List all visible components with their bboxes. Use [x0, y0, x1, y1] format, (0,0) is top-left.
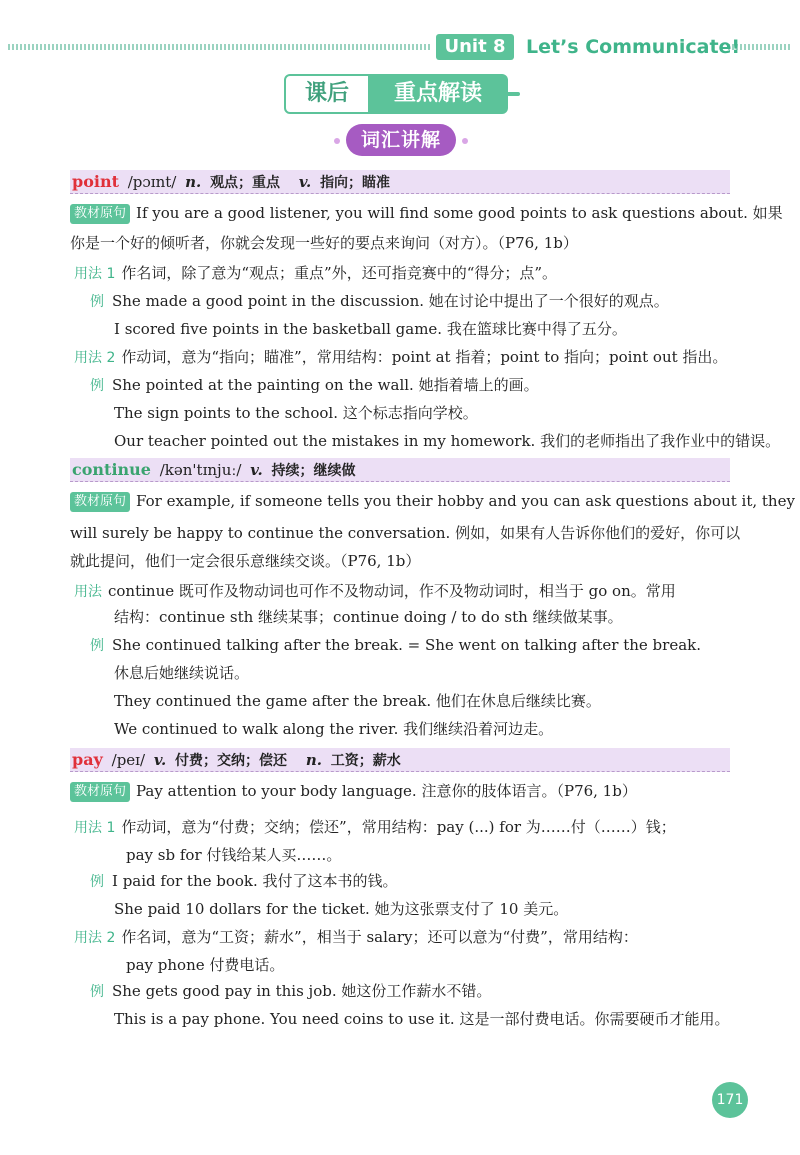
text-line: 教材原句 For example, if someone tells you their hobby and you can ask questions about it, they	[70, 490, 795, 512]
example-line: 例 I paid for the book. 我付了这本书的钱。	[90, 872, 398, 890]
example-line: 例 She continued talking after the break. = She went on talking after the break.	[90, 636, 701, 654]
usage-label: 用法 2	[74, 930, 116, 946]
meaning: 付费；交纳；偿还	[175, 753, 288, 769]
source-tag: 教材原句	[70, 782, 130, 802]
usage-label: 用法	[74, 584, 102, 600]
usage-line: 用法 2 作名词，意为“工资；薪水”，相当于 salary；还可以意为“付费”，常用结构：	[74, 928, 638, 946]
text-line: 结构：continue sth 继续某事；continue doing / to do sth 继续做某事。	[114, 608, 623, 626]
part-of-speech: v.	[298, 173, 312, 191]
example-line: The sign points to the school. 这个标志指向学校。	[114, 404, 478, 422]
example-label: 例	[90, 984, 104, 1000]
dot-icon	[334, 138, 340, 144]
text-line: pay phone 付费电话。	[126, 956, 285, 974]
vocab-badge: 词汇讲解	[346, 124, 456, 156]
unit-title: Let’s Communicate!	[526, 36, 741, 58]
example-label: 例	[90, 294, 104, 310]
usage-line: 用法 1 作名词，除了意为“观点；重点”外，还可指竞赛中的“得分；点”。	[74, 264, 558, 282]
text-line: 教材原句 Pay attention to your body language. 注意你的肢体语言。（P76, 1b）	[70, 780, 637, 802]
example-label: 例	[90, 638, 104, 654]
example-label: 例	[90, 378, 104, 394]
text-line: 教材原句 If you are a good listener, you will find some good points to ask questions about. 如果	[70, 202, 783, 224]
example-label: 例	[90, 874, 104, 890]
text-line: 你是一个好的倾听者，你就会发现一些好的要点来询问（对方）。（P76, 1b）	[70, 234, 578, 252]
headword: point	[72, 172, 119, 191]
usage-label: 用法 1	[74, 820, 116, 836]
meaning: 工资；薪水	[330, 753, 401, 769]
usage-label: 用法 1	[74, 266, 116, 282]
page-number: 171	[712, 1082, 748, 1118]
example-line: 例 She pointed at the painting on the wall. 她指着墙上的画。	[90, 376, 539, 394]
header-rule	[8, 44, 432, 50]
word-head-pay	[70, 748, 730, 772]
phonetic: /peɪ/	[111, 751, 146, 769]
usage-line: 用法 continue 既可作及物动词也可作不及物动词，作不及物动词时，相当于 go on。常用	[74, 582, 676, 600]
text-line: will surely be happy to continue the conversation. 例如，如果有人告诉你他们的爱好，你可以	[70, 524, 741, 542]
phonetic: /pɔɪnt/	[127, 173, 177, 191]
banner-tail	[506, 92, 520, 96]
banner-left-text: 课后	[284, 74, 370, 114]
text-line: pay sb for 付钱给某人买……。	[126, 846, 342, 864]
headword: pay	[72, 750, 103, 769]
part-of-speech: n.	[305, 751, 322, 769]
usage-line: 用法 2 作动词，意为“指向；瞄准”，常用结构：point at 指着；point to 指向；point out 指出。	[74, 348, 728, 366]
example-line: We continued to walk along the river. 我们继续沿着河边走。	[114, 720, 554, 738]
headword: continue	[72, 460, 151, 479]
source-tag: 教材原句	[70, 492, 130, 512]
example-line: This is a pay phone. You need coins to use it. 这是一部付费电话。你需要硬币才能用。	[114, 1010, 730, 1028]
example-line: I scored five points in the basketball game. 我在篮球比赛中得了五分。	[114, 320, 627, 338]
meaning: 观点；重点	[210, 175, 281, 191]
text-line: 就此提问，他们一定会很乐意继续交谈。（P76, 1b）	[70, 552, 421, 570]
meaning: 持续；继续做	[271, 463, 356, 479]
example-line: 例 She gets good pay in this job. 她这份工作薪水不错。	[90, 982, 492, 1000]
section-banner	[284, 74, 522, 114]
usage-line: 用法 1 作动词，意为“付费；交纳；偿还”，常用结构：pay (...) for 为……付（……）钱；	[74, 818, 676, 836]
word-head-continue	[70, 458, 730, 482]
example-line: 休息后她继续说话。	[114, 664, 250, 682]
example-line: 例 She made a good point in the discussion. 她在讨论中提出了一个很好的观点。	[90, 292, 669, 310]
part-of-speech: n.	[185, 173, 202, 191]
banner-right-text: 重点解读	[368, 74, 508, 114]
part-of-speech: v.	[153, 751, 167, 769]
example-line: They continued the game after the break. 他们在休息后继续比赛。	[114, 692, 601, 710]
example-line: Our teacher pointed out the mistakes in my homework. 我们的老师指出了我作业中的错误。	[114, 432, 781, 450]
source-tag: 教材原句	[70, 204, 130, 224]
meaning: 指向；瞄准	[320, 175, 391, 191]
example-line: She paid 10 dollars for the ticket. 她为这张票支付了 10 美元。	[114, 900, 569, 918]
usage-label: 用法 2	[74, 350, 116, 366]
part-of-speech: v.	[250, 461, 263, 479]
dot-icon	[462, 138, 468, 144]
unit-badge: Unit 8	[436, 34, 514, 60]
word-head-point	[70, 170, 730, 194]
phonetic: /kən'tɪnjuː/	[159, 461, 242, 479]
